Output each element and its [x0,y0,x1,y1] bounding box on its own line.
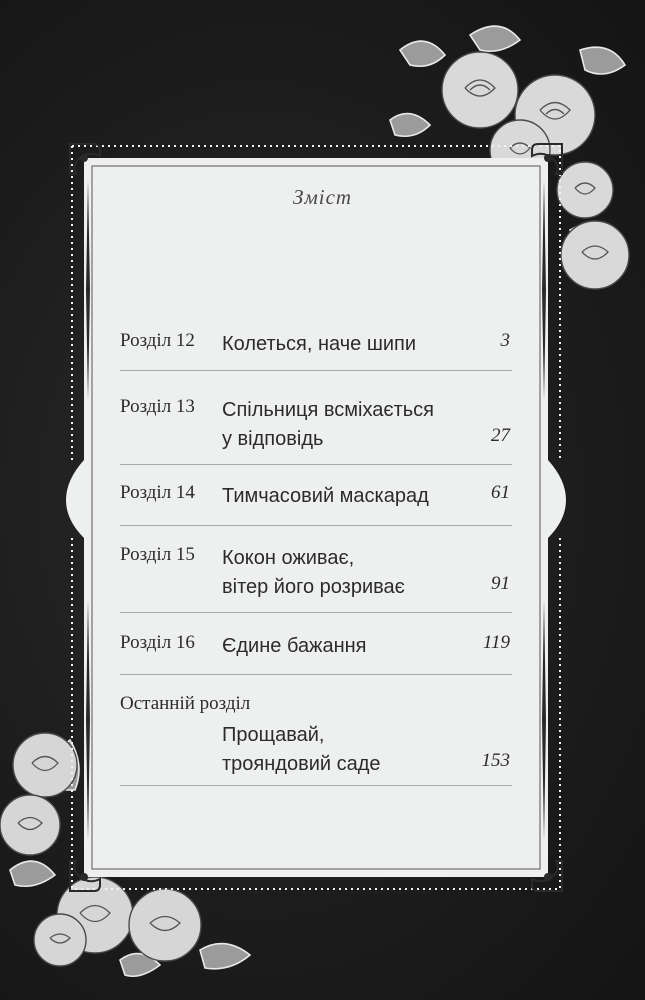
page-number: 119 [482,632,510,653]
divider [120,612,512,613]
divider [120,370,512,371]
ornamental-frame [66,140,566,895]
toc-heading: Зміст [292,185,353,209]
chapter-title: Колеться, наче шипи [222,333,417,355]
page-number: 91 [491,573,510,594]
chapter-title: Кокон оживає, [222,547,355,569]
divider [120,464,512,465]
page-number: 3 [500,330,510,351]
divider [120,525,512,526]
chapter-label: Розділ 13 [120,396,195,417]
divider [120,674,512,675]
chapter-title-line2: у відповідь [222,428,324,450]
page-number: 27 [491,425,510,446]
chapter-label: Розділ 15 [120,544,195,565]
chapter-title: Спільниця всміхається [222,399,434,421]
chapter-label: Розділ 12 [120,330,195,351]
chapter-title-line2: трояндовий саде [222,753,381,775]
chapter-label: Розділ 14 [120,482,195,503]
toc-frame [66,140,566,895]
chapter-label: Останній розділ [120,693,251,714]
chapter-label: Розділ 16 [120,632,195,653]
chapter-title: Тимчасовий маскарад [222,485,429,507]
page-number: 153 [481,750,510,771]
chapter-title: Єдине бажання [222,635,367,657]
chapter-title-line2: вітер його розриває [222,576,405,598]
chapter-title: Прощавай, [222,724,325,746]
page-number: 61 [491,482,510,503]
divider [120,785,512,786]
